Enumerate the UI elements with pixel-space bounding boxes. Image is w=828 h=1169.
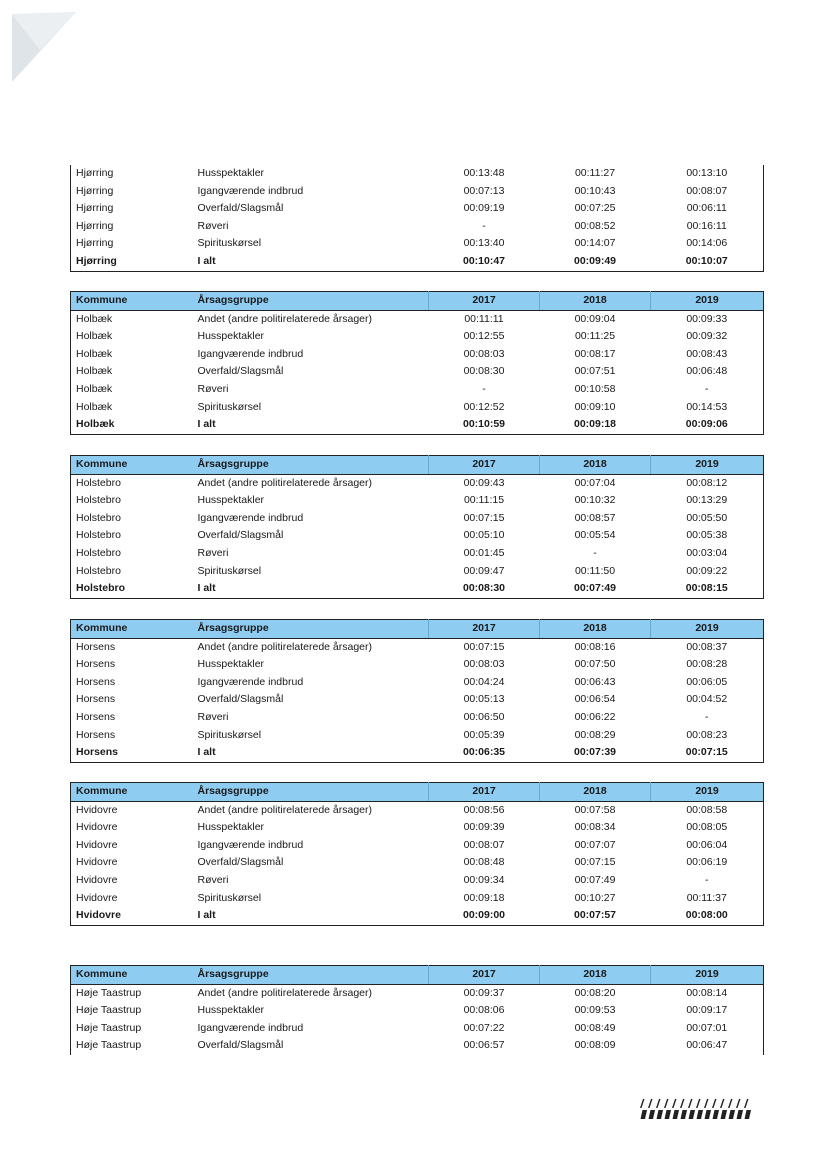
table-row [71,709,764,727]
year-2019-cell: - [705,382,709,395]
kommune-cell: Hjørring [76,167,114,179]
year-2019-cell: 00:08:58 [686,803,728,816]
barcode-stroke [696,1099,701,1108]
barcode-stroke [648,1099,653,1108]
year-2018-cell: 00:11:27 [574,167,616,179]
cause-group-cell: Røveri [197,382,229,395]
kommune-cell: Holbæk [76,312,113,325]
col-header-2019: 2019 [651,620,764,639]
year-2018-cell: 00:09:18 [573,418,617,431]
year-2017-cell: 00:08:07 [463,838,505,851]
kommune-cell: Holbæk [76,365,113,378]
year-2018-cell: 00:07:51 [574,365,616,378]
total-row [71,907,764,925]
year-2019-cell: 00:09:33 [686,312,728,325]
cause-group-cell: Husspektakler [197,330,265,343]
table-hjørring [70,165,764,272]
barcode-stroke [721,1110,728,1119]
kommune-cell: Horsens [76,728,116,741]
year-2019-cell: 00:06:48 [686,365,728,378]
year-2019-cell: 00:08:05 [686,821,728,834]
year-2017-cell: 00:08:30 [462,582,506,595]
cause-group-cell: Overfald/Slagsmål [197,1039,284,1052]
barcode-stroke [649,1110,656,1119]
year-2018-cell: 00:07:50 [574,658,616,671]
year-2018-cell: - [593,546,597,559]
col-header-2017: 2017 [429,292,540,311]
cause-group-cell: Husspektakler [197,494,265,507]
year-2018-cell: 00:14:07 [574,237,616,250]
kommune-cell: Horsens [76,658,116,671]
year-2018-cell: 00:08:20 [574,986,616,999]
table-row [71,691,764,709]
cause-group-cell: I alt [197,582,216,595]
cause-group-cell: Andet (andre politirelaterede årsager) [197,986,373,999]
year-2018-cell: 00:08:49 [574,1021,616,1034]
year-2019-cell: 00:06:19 [686,856,728,869]
table-header-row [71,456,764,475]
cause-group-cell: Andet (andre politirelaterede årsager) [197,476,373,489]
year-2017-cell: 00:09:18 [463,891,505,904]
year-2019-cell: 00:06:11 [686,202,727,215]
cause-group-cell: Igangværende indbrud [197,675,304,688]
table-row [71,510,764,528]
table-row [71,545,764,563]
cause-group-cell: Andet (andre politirelaterede årsager) [197,312,373,325]
table-row [71,563,764,581]
col-header-2017: 2017 [429,456,540,475]
year-2017-cell: 00:09:47 [463,564,505,577]
cause-group-cell: Røveri [197,873,229,886]
year-2019-cell: 00:09:32 [686,330,728,343]
cause-group-cell: Spirituskørsel [197,728,262,741]
table-row [71,474,764,492]
kommune-cell: Høje Taastrup [76,1004,142,1017]
table-row [71,165,764,183]
year-2017-cell: 00:07:15 [463,640,505,653]
kommune-cell: Holstebro [76,582,126,595]
table-row [71,346,764,364]
barcode-stroke [688,1099,693,1108]
year-2017-cell: 00:08:03 [463,347,505,360]
kommune-cell: Holstebro [76,494,121,507]
year-2017-cell: 00:07:15 [463,511,505,524]
year-2017-cell: 00:08:56 [463,803,505,816]
table-row [71,984,764,1002]
col-header-cause-group: Årsagsgruppe [193,456,429,475]
cause-group-cell: Spirituskørsel [197,891,262,904]
year-2017-cell: 00:13:40 [463,237,505,250]
kommune-cell: Hjørring [76,219,114,232]
barcode-stroke [720,1099,725,1108]
kommune-cell: Holbæk [76,330,113,343]
year-2018-cell: 00:05:54 [574,529,616,542]
table-row [71,328,764,346]
col-header-2019: 2019 [651,456,764,475]
cause-group-cell: I alt [197,909,216,922]
kommune-cell: Horsens [76,640,116,653]
year-2018-cell: 00:11:25 [574,330,616,343]
table-holbæk [70,291,764,435]
year-2019-cell: 00:05:38 [686,529,728,542]
table-row [71,527,764,545]
table-header-row [71,292,764,311]
year-2017-cell: 00:01:45 [463,546,505,559]
kommune-cell: Hvidovre [76,909,121,922]
year-2019-cell: 00:08:23 [686,728,728,741]
kommune-cell: Holstebro [76,529,121,542]
year-2018-cell: 00:06:43 [574,675,616,688]
table-hvidovre [70,782,764,926]
table-row [71,399,764,417]
col-header-kommune: Kommune [71,456,193,475]
year-2018-cell: 00:09:10 [574,400,616,413]
barcode-stroke [745,1110,752,1119]
barcode-stroke [728,1099,733,1108]
year-2018-cell: 00:07:49 [573,582,617,595]
table-row [71,727,764,745]
year-2019-cell: 00:13:29 [686,494,728,507]
col-header-2019: 2019 [651,783,764,802]
table-row [71,363,764,381]
year-2018-cell: 00:10:58 [574,382,616,395]
col-header-cause-group: Årsagsgruppe [193,783,429,802]
year-2019-cell: 00:03:04 [686,546,728,559]
table-row [71,218,764,236]
kommune-cell: Høje Taastrup [76,1039,142,1052]
year-2017-cell: 00:08:06 [463,1004,505,1017]
table-row [71,310,764,328]
barcode-stroke [705,1110,712,1119]
col-header-2017: 2017 [429,966,540,985]
year-2018-cell: 00:08:09 [574,1039,616,1052]
kommune-cell: Hvidovre [76,856,118,869]
kommune-cell: Horsens [76,675,116,688]
table-row [71,200,764,218]
kommune-cell: Horsens [76,746,119,759]
year-2017-cell: 00:09:43 [463,476,505,489]
cause-group-cell: Igangværende indbrud [197,347,304,360]
cause-group-cell: I alt [197,254,216,267]
cause-group-cell: Røveri [197,219,229,232]
year-2019-cell: 00:10:07 [685,254,728,267]
col-header-cause-group: Årsagsgruppe [193,620,429,639]
year-2018-cell: 00:07:07 [574,838,616,851]
kommune-cell: Hvidovre [76,838,118,851]
table-row [71,854,764,872]
kommune-cell: Horsens [76,693,116,706]
cause-group-cell: Røveri [197,710,229,723]
cause-group-cell: Overfald/Slagsmål [197,202,284,215]
year-2019-cell: 00:08:07 [686,184,728,197]
col-header-cause-group: Årsagsgruppe [193,966,429,985]
total-row [71,253,764,271]
col-header-kommune: Kommune [71,620,193,639]
cause-group-cell: Andet (andre politirelaterede årsager) [197,803,373,816]
barcode-stroke [680,1099,685,1108]
table-row [71,183,764,201]
kommune-cell: Holstebro [76,511,121,524]
barcode-stroke [681,1110,688,1119]
year-2019-cell: - [705,873,709,886]
year-2017-cell: 00:06:57 [463,1039,505,1052]
kommune-cell: Hjørring [76,184,114,197]
year-2017-cell: 00:04:24 [463,675,505,688]
year-2017-cell: 00:09:19 [463,202,505,215]
year-2018-cell: 00:07:39 [573,746,617,759]
year-2018-cell: 00:07:49 [574,873,616,886]
cause-group-cell: Husspektakler [197,1004,265,1017]
total-row [71,744,764,762]
year-2019-cell: 00:14:53 [686,400,728,413]
cause-group-cell: Røveri [197,546,229,559]
table-row [71,674,764,692]
table-row [71,381,764,399]
year-2018-cell: 00:10:27 [574,891,616,904]
folded-corner-mark [0,0,80,84]
year-2018-cell: 00:09:49 [573,254,617,267]
year-2019-cell: 00:08:43 [686,347,728,360]
cause-group-cell: Spirituskørsel [197,237,262,250]
year-2017-cell: 00:09:37 [463,986,505,999]
year-2017-cell: 00:07:13 [463,184,505,197]
col-header-kommune: Kommune [71,292,193,311]
table-row [71,1020,764,1038]
year-2017-cell: 00:08:48 [463,856,505,869]
year-2019-cell: 00:08:12 [686,476,728,489]
year-2018-cell: 00:07:58 [574,803,616,816]
cause-group-cell: Overfald/Slagsmål [197,693,284,706]
year-2017-cell: 00:05:13 [463,693,505,706]
year-2017-cell: 00:09:34 [463,873,505,886]
barcode-stroke [729,1110,736,1119]
year-2018-cell: 00:09:53 [574,1004,616,1017]
year-2018-cell: 00:10:32 [574,494,616,507]
col-header-2018: 2018 [540,292,651,311]
year-2017-cell: 00:09:00 [462,909,506,922]
kommune-cell: Holbæk [76,347,113,360]
year-2019-cell: 00:09:22 [686,564,728,577]
col-header-2017: 2017 [429,783,540,802]
year-2018-cell: 00:08:17 [574,347,616,360]
year-2018-cell: 00:06:54 [574,693,616,706]
table-horsens [70,619,764,763]
year-2019-cell: 00:08:28 [686,658,728,671]
year-2019-cell: 00:06:05 [686,675,728,688]
year-2019-cell: 00:06:47 [686,1039,728,1052]
year-2019-cell: - [705,710,709,723]
col-header-2019: 2019 [651,966,764,985]
year-2019-cell: 00:07:15 [685,746,728,759]
year-2017-cell: - [482,219,486,232]
table-row [71,872,764,890]
table-header-row [71,966,764,985]
cause-group-cell: Andet (andre politirelaterede årsager) [197,640,373,653]
year-2018-cell: 00:08:52 [574,219,616,232]
kommune-cell: Hvidovre [76,803,118,816]
kommune-cell: Holbæk [76,400,113,413]
cause-group-cell: Overfald/Slagsmål [197,529,284,542]
cause-group-cell: Spirituskørsel [197,564,262,577]
year-2019-cell: 00:08:00 [685,909,728,922]
table-høje-taastrup [70,965,764,1055]
year-2018-cell: 00:07:25 [574,202,616,215]
cause-group-cell: Husspektakler [197,658,265,671]
year-2019-cell: 00:06:04 [686,838,728,851]
table-row [71,890,764,908]
kommune-cell: Høje Taastrup [76,986,142,999]
cause-group-cell: Husspektakler [197,821,265,834]
year-2018-cell: 00:07:15 [574,856,616,869]
year-2017-cell: 00:08:30 [463,365,505,378]
kommune-cell: Holbæk [76,418,115,431]
kommune-cell: Hvidovre [76,873,118,886]
year-2019-cell: 00:08:14 [686,986,728,999]
barcode-stroke [657,1110,664,1119]
year-2017-cell: 00:10:59 [462,418,506,431]
cause-group-cell: Igangværende indbrud [197,184,304,197]
year-2019-cell: 00:07:01 [686,1021,728,1034]
year-2018-cell: 00:07:04 [574,476,616,489]
barcode-stroke [713,1110,720,1119]
table-holstebro [70,455,764,599]
barcode-stroke [697,1110,704,1119]
table-row [71,638,764,656]
barcode-stroke [704,1099,709,1108]
year-2019-cell: 00:08:15 [685,582,728,595]
table-row [71,1002,764,1020]
year-2019-cell: 00:05:50 [686,511,728,524]
kommune-cell: Holstebro [76,546,121,559]
year-2018-cell: 00:10:43 [574,184,616,197]
barcode-stroke [744,1099,749,1108]
col-header-2018: 2018 [540,966,651,985]
cause-group-cell: Igangværende indbrud [197,838,304,851]
kommune-cell: Holbæk [76,382,113,395]
table-row [71,837,764,855]
col-header-kommune: Kommune [71,783,193,802]
year-2017-cell: 00:11:15 [463,494,505,507]
barcode-stroke [712,1099,717,1108]
total-row [71,580,764,598]
cause-group-cell: Spirituskørsel [197,400,262,413]
cause-group-cell: I alt [197,746,216,759]
col-header-2019: 2019 [651,292,764,311]
year-2017-cell: 00:05:10 [463,529,505,542]
year-2019-cell: 00:08:37 [686,640,728,653]
kommune-cell: Hjørring [76,202,114,215]
table-header-row [71,620,764,639]
col-header-2018: 2018 [540,456,651,475]
cause-group-cell: I alt [197,418,216,431]
year-2017-cell: 00:09:39 [463,821,505,834]
year-2017-cell: 00:07:22 [463,1021,505,1034]
year-2019-cell: 00:09:17 [686,1004,728,1017]
year-2017-cell: 00:05:39 [463,728,505,741]
year-2017-cell: 00:08:03 [463,658,505,671]
year-2018-cell: 00:08:34 [574,821,616,834]
barcode-stroke [664,1099,669,1108]
year-2017-cell: 00:12:52 [463,400,505,413]
kommune-cell: Hvidovre [76,821,118,834]
cause-group-cell: Igangværende indbrud [197,1021,304,1034]
kommune-cell: Horsens [76,710,116,723]
cause-group-cell: Overfald/Slagsmål [197,856,284,869]
table-row [71,801,764,819]
cause-group-cell: Husspektakler [197,167,265,179]
document-barcode-mark [636,1098,751,1120]
year-2017-cell: 00:06:35 [462,746,506,759]
year-2017-cell: 00:06:50 [463,710,505,723]
col-header-2018: 2018 [540,783,651,802]
year-2018-cell: 00:08:16 [574,640,616,653]
barcode-stroke [640,1099,645,1108]
year-2019-cell: 00:11:37 [686,891,727,904]
col-header-cause-group: Årsagsgruppe [193,292,429,311]
cause-group-cell: Igangværende indbrud [197,511,304,524]
barcode-stroke [736,1099,741,1108]
kommune-cell: Holstebro [76,476,121,489]
col-header-kommune: Kommune [71,966,193,985]
col-header-2018: 2018 [540,620,651,639]
year-2019-cell: 00:16:11 [686,219,727,232]
year-2018-cell: 00:08:57 [574,511,616,524]
table-row [71,656,764,674]
year-2017-cell: - [482,382,486,395]
barcode-stroke [673,1110,680,1119]
total-row [71,416,764,434]
kommune-cell: Hvidovre [76,891,118,904]
year-2019-cell: 00:14:06 [686,237,728,250]
year-2019-cell: 00:09:06 [685,418,728,431]
barcode-stroke [641,1110,648,1119]
table-header-row [71,783,764,802]
year-2017-cell: 00:11:11 [464,312,504,325]
table-row [71,492,764,510]
kommune-cell: Høje Taastrup [76,1021,142,1034]
year-2017-cell: 00:10:47 [462,254,506,267]
year-2019-cell: 00:04:52 [686,693,728,706]
kommune-cell: Hjørring [76,254,117,267]
barcode-stroke [665,1110,672,1119]
kommune-cell: Holstebro [76,564,121,577]
barcode-stroke [672,1099,677,1108]
col-header-2017: 2017 [429,620,540,639]
table-row [71,819,764,837]
year-2018-cell: 00:08:29 [574,728,616,741]
year-2017-cell: 00:12:55 [463,330,505,343]
year-2018-cell: 00:09:04 [574,312,616,325]
table-row [71,1037,764,1055]
year-2018-cell: 00:07:57 [573,909,617,922]
year-2017-cell: 00:13:48 [463,167,505,179]
year-2019-cell: 00:13:10 [686,167,728,179]
barcode-stroke [689,1110,696,1119]
table-row [71,235,764,253]
year-2018-cell: 00:06:22 [574,710,616,723]
barcode-stroke [737,1110,744,1119]
cause-group-cell: Overfald/Slagsmål [197,365,284,378]
barcode-stroke [656,1099,661,1108]
year-2018-cell: 00:11:50 [574,564,616,577]
kommune-cell: Hjørring [76,237,114,250]
